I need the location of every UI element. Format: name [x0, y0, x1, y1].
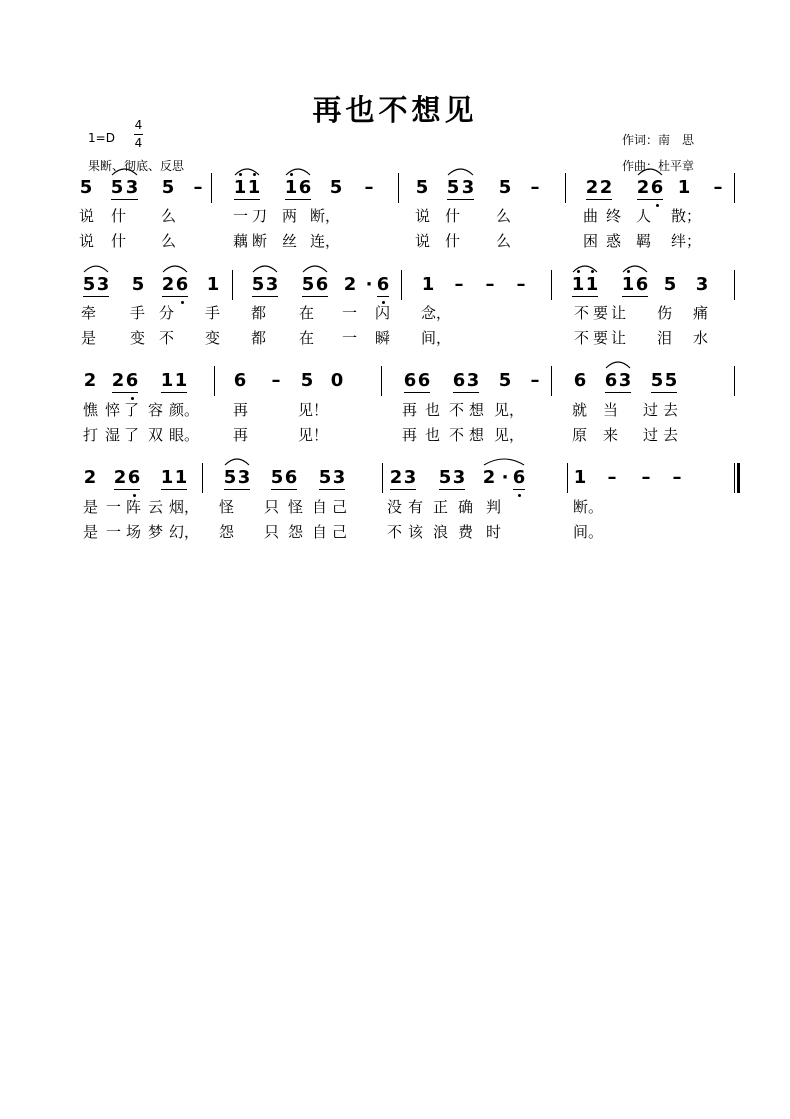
lyric-verse-2: 来	[602, 426, 618, 444]
note: 5	[318, 467, 332, 488]
time-signature-bottom: 4	[134, 136, 143, 150]
beam-underline	[111, 199, 138, 200]
lyric-verse-2: 间，	[421, 329, 452, 347]
barline	[202, 463, 203, 493]
note: –	[530, 370, 540, 391]
lyric-verse-1: 过	[642, 401, 658, 419]
lyric-verse-1: 手	[129, 304, 145, 322]
lyric-verse-1: 断，	[310, 207, 341, 225]
lyric-verse-2: 在	[298, 329, 314, 347]
barline	[381, 366, 382, 396]
note: 3	[403, 467, 417, 488]
beam-underline	[114, 489, 140, 490]
lyric-verse-1: 手	[204, 304, 220, 322]
lyric-verse-2: 羁	[635, 232, 651, 250]
lyric-verse-2: 变	[204, 329, 220, 347]
beam-underline	[271, 489, 297, 490]
beam-underline	[377, 296, 389, 297]
beam-underline	[622, 296, 648, 297]
barline	[734, 173, 735, 203]
note: 1	[160, 467, 174, 488]
lyric-verse-2: 变	[129, 329, 145, 347]
lyric-verse-2: 都	[250, 329, 266, 347]
note: 1	[206, 274, 220, 295]
lyric-verse-1: 痛	[692, 304, 708, 322]
lyric-verse-1: 不	[573, 304, 589, 322]
lyric-verse-1: 容	[147, 401, 163, 419]
note: 5	[131, 274, 145, 295]
note: –	[530, 177, 540, 198]
octave-dot-low	[131, 397, 134, 400]
octave-dot-low	[656, 204, 659, 207]
lyric-verse-2: 断	[251, 232, 267, 250]
lyricist-credit: 作词：南 思	[622, 133, 695, 147]
note: –	[607, 467, 617, 488]
note: –	[193, 177, 203, 198]
tie-arc	[303, 266, 327, 272]
octave-dot-high	[627, 270, 630, 273]
lyric-verse-1: 念，	[421, 304, 452, 322]
lyric-verse-2: 梦	[147, 523, 163, 541]
lyric-verse-2: 藕	[232, 232, 248, 250]
note: 5	[446, 177, 460, 198]
note: 5	[251, 274, 265, 295]
lyric-verse-1: 两	[281, 207, 297, 225]
lyric-verse-2: 说	[414, 232, 430, 250]
lyric-verse-2: 自	[311, 523, 327, 541]
lyric-verse-1: 只	[263, 498, 279, 516]
lyric-verse-1: 没	[386, 498, 402, 516]
note: 2	[111, 370, 125, 391]
lyric-verse-2: 么	[160, 232, 176, 250]
barline	[232, 270, 233, 300]
beam-underline	[453, 392, 479, 393]
note: 3	[618, 370, 632, 391]
final-barline-thick	[737, 463, 740, 493]
lyric-verse-1: 怪	[218, 498, 234, 516]
note: 5	[438, 467, 452, 488]
lyric-verse-1: 再	[232, 401, 248, 419]
lyric-verse-1: 一	[232, 207, 248, 225]
note: 6	[315, 274, 329, 295]
lyric-verse-2: 原	[571, 426, 587, 444]
beam-underline	[162, 296, 188, 297]
barline	[551, 270, 552, 300]
note: 5	[110, 177, 124, 198]
lyric-verse-2: 一	[341, 329, 357, 347]
octave-dot-high	[591, 270, 594, 273]
tie-arc	[484, 459, 524, 465]
lyric-verse-1: 憔	[82, 401, 98, 419]
lyric-verse-2: 怨	[287, 523, 303, 541]
performance-note: 果断、彻底、反思	[88, 159, 185, 173]
lyric-verse-2: 只	[263, 523, 279, 541]
octave-dot-low	[133, 494, 136, 497]
barline	[211, 173, 212, 203]
lyric-verse-1: 在	[298, 304, 314, 322]
barline	[401, 270, 402, 300]
note: 6	[417, 370, 431, 391]
lyric-verse-1: 不	[448, 401, 464, 419]
lyric-verse-1: 人	[635, 207, 651, 225]
time-signature-top: 4	[134, 118, 143, 132]
tie-arc	[112, 169, 137, 175]
beam-underline	[224, 489, 250, 490]
lyric-verse-1: 分	[158, 304, 174, 322]
lyric-verse-2: 惑	[605, 232, 621, 250]
lyric-verse-1: 正	[432, 498, 448, 516]
lyric-verse-1: 说	[414, 207, 430, 225]
lyric-verse-2: 怨	[218, 523, 234, 541]
note: 5	[650, 370, 664, 391]
lyric-verse-1: 牵	[80, 304, 96, 322]
note: 5	[223, 467, 237, 488]
lyric-verse-2: 浪	[432, 523, 448, 541]
note: 6	[604, 370, 618, 391]
lyric-verse-1: 说	[78, 207, 94, 225]
lyric-verse-1: 刀	[251, 207, 267, 225]
note: 1	[284, 177, 298, 198]
lyric-verse-2: 不	[386, 523, 402, 541]
octave-dot-high	[577, 270, 580, 273]
lyric-verse-1: 见，	[494, 401, 525, 419]
note: 6	[376, 274, 390, 295]
key-signature: 1=D	[88, 131, 115, 145]
lyric-verse-2: 己	[331, 523, 347, 541]
note: –	[485, 274, 495, 295]
lyric-verse-2: 双	[147, 426, 163, 444]
lyric-verse-1: 什	[110, 207, 126, 225]
lyric-verse-2: 是	[82, 523, 98, 541]
note: 6	[125, 370, 139, 391]
lyric-verse-1: 自	[311, 498, 327, 516]
lyric-verse-1: 想	[468, 401, 484, 419]
note: 5	[82, 274, 96, 295]
note: 3	[96, 274, 110, 295]
lyric-verse-2: 让	[610, 329, 626, 347]
note: 3	[237, 467, 251, 488]
note: 6	[452, 370, 466, 391]
lyric-verse-2: 泪	[656, 329, 672, 347]
beam-underline	[234, 199, 260, 200]
lyric-verse-2: 时	[485, 523, 501, 541]
lyric-verse-2: 么	[495, 232, 511, 250]
lyric-verse-1: 也	[424, 401, 440, 419]
lyric-verse-1: 一	[341, 304, 357, 322]
lyric-verse-1: 阵	[125, 498, 141, 516]
barline	[398, 173, 399, 203]
note: 6	[298, 177, 312, 198]
lyric-verse-1: 确	[457, 498, 473, 516]
note: 5	[664, 370, 678, 391]
note: –	[672, 467, 682, 488]
lyric-verse-1: 当	[602, 401, 618, 419]
beam-underline	[404, 392, 430, 393]
note: 1	[174, 370, 188, 391]
note: 1	[621, 274, 635, 295]
lyric-verse-1: 云	[147, 498, 163, 516]
note: 6	[127, 467, 141, 488]
note: 2	[482, 467, 496, 488]
beam-underline	[161, 392, 187, 393]
lyric-verse-1: 什	[444, 207, 460, 225]
lyric-verse-2: 水	[692, 329, 708, 347]
lyric-verse-1: 要	[592, 304, 608, 322]
barline	[567, 463, 568, 493]
note: 2	[636, 177, 650, 198]
tie-arc	[225, 459, 249, 465]
note: 6	[233, 370, 247, 391]
lyric-verse-1: 判	[485, 498, 501, 516]
lyric-verse-1: 么	[160, 207, 176, 225]
lyric-verse-1: 曲	[582, 207, 598, 225]
note: 5	[415, 177, 429, 198]
lyric-verse-2: 是	[80, 329, 96, 347]
lyric-verse-1: 断。	[573, 498, 604, 516]
tie-arc	[163, 266, 187, 272]
lyric-verse-2: 眼。	[169, 426, 200, 444]
lyric-verse-2: 间。	[573, 523, 604, 541]
beam-underline	[161, 489, 187, 490]
note: 1	[571, 274, 585, 295]
lyric-verse-2: 丝	[281, 232, 297, 250]
lyric-verse-1: 烟，	[169, 498, 200, 516]
lyric-verse-1: 一	[105, 498, 121, 516]
barline	[734, 270, 735, 300]
beam-underline	[112, 392, 138, 393]
barline	[734, 366, 735, 396]
beam-underline	[319, 489, 345, 490]
note: 1	[677, 177, 691, 198]
note: 5	[270, 467, 284, 488]
beam-underline	[285, 199, 311, 200]
beam-underline	[83, 296, 109, 297]
note: 1	[573, 467, 587, 488]
lyric-verse-2: 连，	[310, 232, 341, 250]
note: 5	[329, 177, 343, 198]
lyric-verse-1: 都	[250, 304, 266, 322]
beam-underline	[572, 296, 598, 297]
lyric-verse-2: 打	[82, 426, 98, 444]
lyric-verse-2: 瞬	[374, 329, 390, 347]
note: 1	[233, 177, 247, 198]
note: 2	[343, 274, 357, 295]
note: 5	[498, 177, 512, 198]
lyric-verse-1: 伤	[656, 304, 672, 322]
note: ·	[501, 467, 509, 488]
note: –	[364, 177, 374, 198]
lyric-verse-1: 己	[331, 498, 347, 516]
lyric-verse-2: 见，	[494, 426, 525, 444]
lyric-verse-2: 想	[468, 426, 484, 444]
note: 5	[300, 370, 314, 391]
note: 6	[175, 274, 189, 295]
beam-underline	[390, 489, 416, 490]
lyric-verse-2: 不	[448, 426, 464, 444]
note: –	[454, 274, 464, 295]
lyric-verse-2: 再	[401, 426, 417, 444]
lyric-verse-1: 就	[571, 401, 587, 419]
lyric-verse-1: 怪	[287, 498, 303, 516]
note: 1	[160, 370, 174, 391]
lyric-verse-2: 一	[105, 523, 121, 541]
lyric-verse-2: 不	[573, 329, 589, 347]
lyric-verse-2: 去	[662, 426, 678, 444]
note: 6	[650, 177, 664, 198]
tie-arc	[448, 169, 473, 175]
beam-underline	[586, 199, 612, 200]
note: 2	[113, 467, 127, 488]
tie-arc	[84, 266, 108, 272]
octave-dot-high	[239, 173, 242, 176]
lyric-verse-1: 见！	[298, 401, 329, 419]
lyric-verse-2: 要	[592, 329, 608, 347]
octave-dot-low	[181, 301, 184, 304]
barline	[551, 366, 552, 396]
lyric-verse-1: 再	[401, 401, 417, 419]
note: 2	[161, 274, 175, 295]
lyric-verse-1: 终	[605, 207, 621, 225]
lyric-verse-2: 过	[642, 426, 658, 444]
note: 5	[161, 177, 175, 198]
note: 5	[663, 274, 677, 295]
lyric-verse-1: 了	[123, 401, 139, 419]
note: –	[271, 370, 281, 391]
note: 3	[461, 177, 475, 198]
lyric-verse-1: 去	[662, 401, 678, 419]
note: 5	[79, 177, 93, 198]
lyric-verse-2: 绊；	[671, 232, 702, 250]
tie-arc	[253, 266, 277, 272]
note: 2	[599, 177, 613, 198]
note: –	[713, 177, 723, 198]
barline	[214, 366, 215, 396]
note: 1	[585, 274, 599, 295]
lyric-verse-2: 再	[232, 426, 248, 444]
barline	[382, 463, 383, 493]
note: 3	[452, 467, 466, 488]
note: 2	[389, 467, 403, 488]
note: 6	[512, 467, 526, 488]
octave-dot-high	[253, 173, 256, 176]
note: 2	[83, 467, 97, 488]
note: 6	[635, 274, 649, 295]
note: 3	[265, 274, 279, 295]
lyric-verse-1: 有	[407, 498, 423, 516]
lyric-verse-2: 了	[123, 426, 139, 444]
lyric-verse-2: 费	[457, 523, 473, 541]
note: 3	[466, 370, 480, 391]
lyric-verse-1: 颜。	[169, 401, 200, 419]
note: –	[641, 467, 651, 488]
note: 1	[247, 177, 261, 198]
lyric-verse-2: 见！	[298, 426, 329, 444]
note: 1	[421, 274, 435, 295]
lyric-verse-2: 说	[78, 232, 94, 250]
note: 5	[301, 274, 315, 295]
beam-underline	[605, 392, 631, 393]
final-barline	[734, 463, 735, 493]
lyric-verse-2: 也	[424, 426, 440, 444]
note: 6	[403, 370, 417, 391]
beam-underline	[302, 296, 328, 297]
composer-credit: 作曲：杜平章	[622, 159, 695, 173]
lyric-verse-2: 什	[444, 232, 460, 250]
note: 2	[83, 370, 97, 391]
note: –	[516, 274, 526, 295]
note: ·	[365, 274, 373, 295]
lyric-verse-2: 场	[125, 523, 141, 541]
lyric-verse-2: 困	[582, 232, 598, 250]
note: 6	[284, 467, 298, 488]
lyric-verse-1: 是	[82, 498, 98, 516]
note: 3	[332, 467, 346, 488]
lyric-verse-1: 么	[495, 207, 511, 225]
beam-underline	[513, 489, 525, 490]
note: 2	[585, 177, 599, 198]
beam-underline	[651, 392, 677, 393]
beam-underline	[637, 199, 663, 200]
note: 3	[695, 274, 709, 295]
note: 6	[573, 370, 587, 391]
lyric-verse-2: 幻，	[169, 523, 200, 541]
beam-underline	[447, 199, 474, 200]
note: 1	[174, 467, 188, 488]
lyric-verse-2: 湿	[104, 426, 120, 444]
octave-dot-high	[290, 173, 293, 176]
tie-arc	[606, 362, 630, 368]
lyric-verse-1: 闪	[374, 304, 390, 322]
barline	[565, 173, 566, 203]
lyric-verse-1: 散；	[671, 207, 702, 225]
note: 5	[498, 370, 512, 391]
lyric-verse-2: 不	[158, 329, 174, 347]
note: 0	[330, 370, 344, 391]
note: 3	[125, 177, 139, 198]
lyric-verse-2: 该	[407, 523, 423, 541]
lyric-verse-1: 让	[610, 304, 626, 322]
lyric-verse-2: 什	[110, 232, 126, 250]
beam-underline	[439, 489, 465, 490]
tie-arc	[638, 169, 662, 175]
lyric-verse-1: 悴	[104, 401, 120, 419]
octave-dot-low	[518, 494, 521, 497]
song-title: 再也不想见	[312, 93, 478, 127]
beam-underline	[252, 296, 278, 297]
